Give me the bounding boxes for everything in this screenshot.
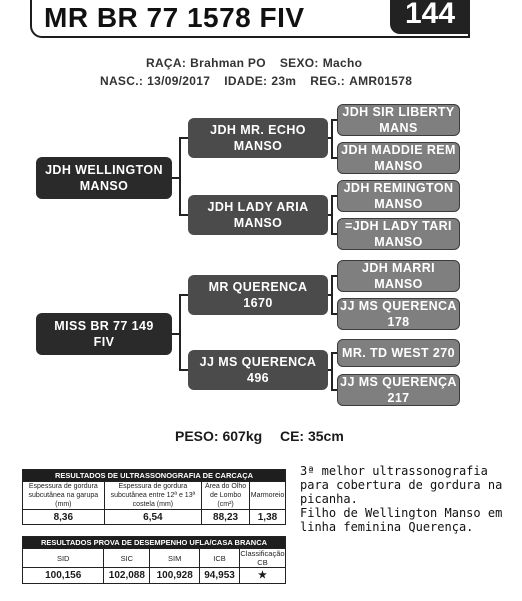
gg6-line1: JJ MS QUERENCA [340,299,457,313]
gg5-line2: MANSO [374,277,423,291]
pedigree-dam [36,313,172,355]
ultrasound-value-ribeye-area: 88,23 [202,510,250,525]
performance-value-sim: 100,928 [150,568,200,584]
performance-table [22,536,286,584]
pedigree-sire-dam-line2: MANSO [233,216,283,230]
age-label: IDADE: [224,74,268,88]
performance-header-sid: SID [23,549,104,568]
ultrasound-table [22,469,286,525]
gg3-line2: MANSO [374,197,423,211]
gg2-line2: MANSO [374,159,423,173]
performance-value-classification: ★ [239,568,285,584]
notes-line-1: 3ª melhor ultrassonografia para cobertura de gordura na picanha. [300,464,503,506]
performance-header-sim: SIM [150,549,200,568]
notes [300,464,515,534]
gg2-line1: JDH MADDIE REM [341,143,456,157]
pedigree-sire-dam [188,195,328,235]
notes-line-2: Filho de Wellington Manso em linha feminina Querença. [300,506,503,534]
animal-name: MR BR 77 1578 FIV [44,2,305,33]
performance-title: RESULTADOS PROVA DE DESEMPENHO UFLA/CASA BRANCA [23,537,286,549]
pedigree-sire [36,157,172,199]
lot-number-badge: 144 [390,0,470,34]
pedigree-sire-sire [188,118,328,158]
ultrasound-header-rib-fat: Espessura de gordura subcutânea entre 12ª e 13ª costela (mm) [104,482,202,510]
pedigree-great-grandparent-3 [337,180,460,212]
weight-line [175,428,344,444]
sex-label: SEXO: [279,56,319,70]
performance-header-classification: Classificação CB [240,549,285,567]
pedigree-sire-line1: JDH WELLINGTON [45,163,163,177]
ultrasound-title: RESULTADOS DE ULTRASSONOGRAFIA DE CARCAÇA [23,470,286,482]
pedigree-dam-sire [188,275,328,315]
pedigree-great-grandparent-7 [337,339,460,367]
weight-label: PESO: [175,428,219,444]
performance-value-icb: 94,953 [200,568,240,584]
gg8-line1: JJ MS QUERENÇA [340,375,457,389]
sex-value: Macho [322,56,363,70]
breed-value: Brahman PO [190,56,266,70]
ultrasound-header-marbling: Marmoreio [249,482,285,510]
pedigree-sire-line2: MANSO [79,179,129,193]
scrotal-label: CE: [279,428,305,444]
birth-value: 13/09/2017 [147,74,211,88]
ultrasound-value-rump-fat: 8,36 [23,510,105,525]
pedigree-sire-sire-line2: MANSO [233,139,283,153]
pedigree-great-grandparent-5 [337,260,460,292]
pedigree-sire-sire-line1: JDH MR. ECHO [210,123,306,137]
scrotal-value: 35cm [307,428,344,444]
pedigree-great-grandparent-2 [337,142,460,174]
registration-value: AMR01578 [349,74,413,88]
gg7-line1: MR. TD WEST 270 [342,346,455,360]
pedigree-dam-line1: MISS BR 77 149 [54,319,154,333]
pedigree-dam-dam-line1: JJ MS QUERENCA [199,355,317,369]
pedigree-dam-dam-line2: 496 [246,371,270,385]
gg8-line2: 217 [387,391,410,405]
performance-header-icb: ICB [200,549,240,568]
ultrasound-header-ribeye-area: Área do Olho de Lombo (cm²) [202,482,250,510]
birth-label: NASC.: [100,74,144,88]
gg5-line1: JDH MARRI [361,261,436,275]
age-value: 23m [271,74,297,88]
pedigree-great-grandparent-6 [337,298,460,330]
ultrasound-value-rib-fat: 6,54 [104,510,202,525]
pedigree-dam-sire-line1: MR QUERENCA [208,280,308,294]
weight-value: 607kg [222,428,263,444]
gg1-line1: JDH SIR LIBERTY [342,105,455,119]
breed-label: RAÇA: [146,56,187,70]
gg4-line2: MANSO [374,235,423,249]
performance-value-sic: 102,088 [104,568,150,584]
pedigree-dam-dam [188,350,328,390]
pedigree-great-grandparent-1 [337,104,460,136]
performance-value-sid: 100,156 [23,568,104,584]
pedigree-great-grandparent-8 [337,374,460,406]
gg6-line2: 178 [387,315,410,329]
gg3-line1: JDH REMINGTON [343,181,454,195]
pedigree-sire-dam-line1: JDH LADY ARIA [207,200,309,214]
pedigree-dam-sire-line2: 1670 [243,296,273,310]
ultrasound-value-marbling: 1,38 [249,510,285,525]
pedigree-dam-line2: FIV [93,335,115,349]
gg4-line1: =JDH LADY TARI [345,219,452,233]
pedigree-great-grandparent-4 [337,218,460,250]
registration-label: REG.: [310,74,346,88]
performance-header-sic: SIC [104,549,150,568]
gg1-line2: MANS [379,121,418,135]
ultrasound-header-rump-fat: Espessura de gordura subcutânea na garupa (mm) [23,482,105,510]
